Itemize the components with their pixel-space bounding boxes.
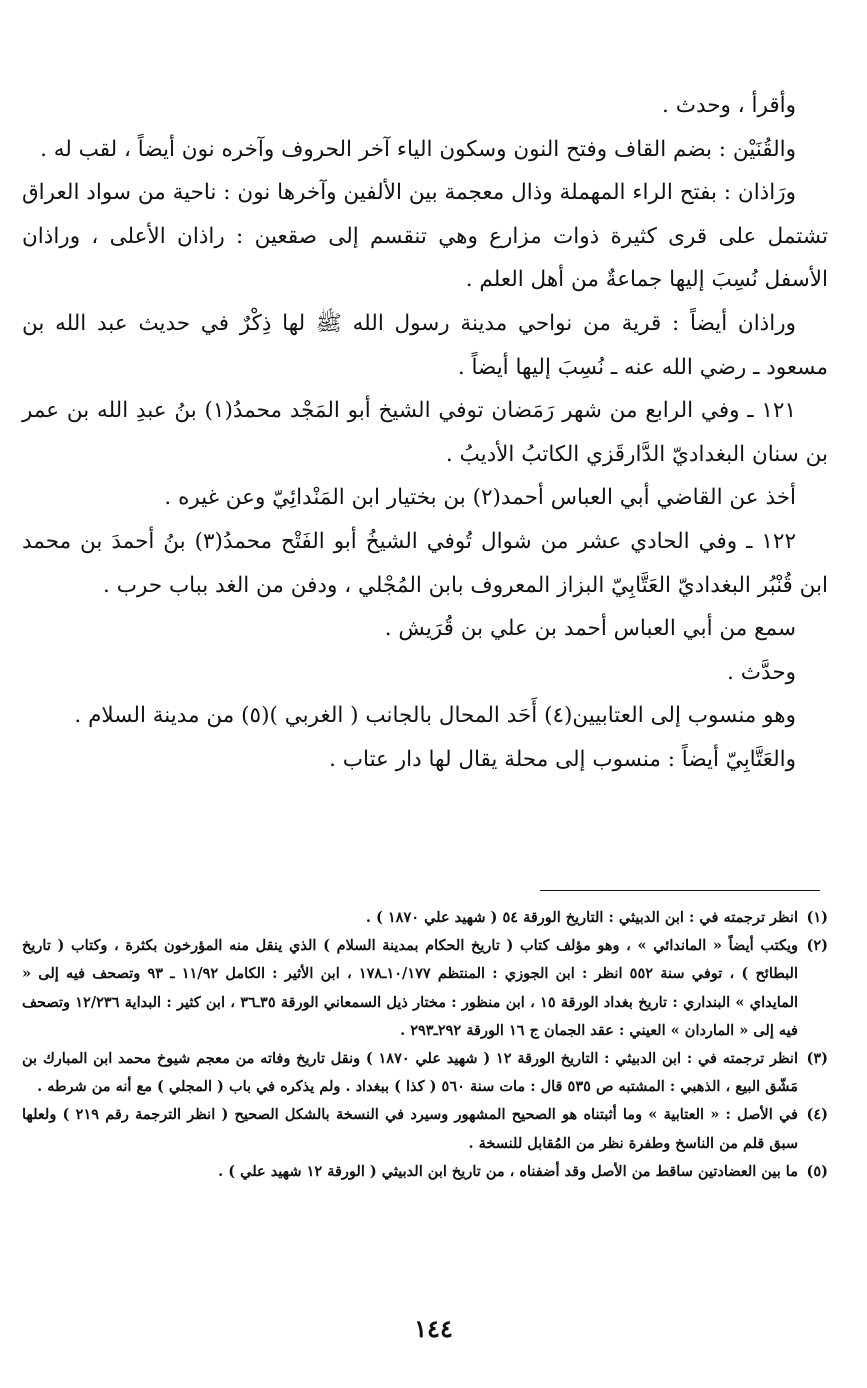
footnote-number: (١): [806, 909, 828, 926]
footnote: [22, 904, 828, 932]
footnote: [22, 1158, 828, 1186]
page-number: ١٤٤: [414, 1314, 453, 1343]
footnote-separator: [540, 890, 820, 891]
paragraph: ورَاذان : بفتح الراء المهملة وذال معجمة بين الألفين وآخرها نون : ناحية من سواد العراق تشتمل على قرى كثيرة ذوات مزارع وهي تنقسم إلى صقعين : راذان الأعلى ، وراذان الأسفل نُسِبَ إليها جماعةٌ من أهل العلم .: [22, 180, 828, 293]
paragraph: سمع من أبي العباس أحمد بن علي بن قُرَيش .: [384, 616, 796, 642]
paragraph: وراذان أيضاً : قرية من نواحي مدينة رسول الله ﷺ لها ذِكْرٌ في حديث عبد الله بن مسعود ـ رضي الله عنه ـ نُسِبَ إليها أيضاً .: [22, 310, 828, 380]
footnote-text: في الأصل : « العتابية » وما أثبتناه هو الصحيح المشهور وسيرد في النسخة بالشكل الصحيح ( انظر الترجمة رقم ٢١٩ ) ولعلها سبق قلم من الناسخ وطفرة نظر من المُقابل للنسخة .: [22, 1106, 798, 1152]
paragraph: والقُنَيْن : بضم القاف وفتح النون وسكون الياء آخر الحروف وآخره نون أيضاً ، لقب له .: [40, 136, 796, 162]
footnote-text: انظر ترجمته في : ابن الدبيثي : التاريخ الورقة ١٢ ( شهيد علي ١٨٧٠ ) ونقل تاريخ وفاته من معجم شيوخ محمد ابن المبارك بن مَشّق البيع ، الذهبي : المشتبه ص ٥٣٥ قال : مات سنة ٥٦٠ ( كذا ) ببغداد . ولم يذكره في باب ( المجلي ) مع أنه من شرطه .: [22, 1050, 798, 1096]
footnote-number: (٥): [806, 1162, 828, 1180]
paragraph: والعَتَّابِيّ أيضاً : منسوب إلى محلة يقال لها دار عتاب .: [329, 746, 796, 772]
paragraph: وأقرأ ، وحدث .: [662, 93, 796, 118]
footnote: [22, 932, 828, 1045]
footnote: [22, 1101, 828, 1157]
entry-paragraph: ١٢١ ـ وفي الرابع من شهر رَمَضان توفي الشيخ أبو المَجْد محمدُ(١) بنُ عبدِ الله بن عمر بن سنان البغداديّ الدَّارقَزي الكاتبُ الأديبُ .: [22, 398, 828, 467]
footnote-text: ما بين العضادتين ساقط من الأصل وقد أضفناه ، من تاريخ ابن الدبيثي ( الورقة ١٢ شهيد علي ) .: [218, 1162, 798, 1180]
paragraph: أخذ عن القاضي أبي العباس أحمد(٢) بن بختيار ابن المَنْدائِيّ وعن غيره .: [164, 485, 796, 511]
main-text: [22, 84, 828, 782]
entry-paragraph: ١٢٢ ـ وفي الحادي عشر من شوال تُوفي الشيخُ أبو الفَتْح محمدُ(٣) بنُ أحمدَ بن محمد ابن قُنْبُر البغداديّ العَتَّابِيّ البزاز المعروف بابن المُجْلي ، ودفن من الغد بباب حرب .: [22, 528, 828, 598]
footnote-number: (٣): [806, 1050, 828, 1068]
footnote-text: ويكتب أيضاً « الماندائي » ، وهو مؤلف كتاب ( تاريخ الحكام بمدينة السلام ) الذي ينقل منه المؤرخون بكثرة ، وكتاب ( تاريخ البطائح ) ، توفي سنة ٥٥٢ انظر : ابن الجوزي : المنتظم ١٠/١٧٧ـ١٧٨ ، ابن الأثير : الكامل ١١/٩٢ ـ ٩٣ وتصحف فيه إلى « المايداي » البنداري : تاريخ بغداد الورقة ١٥ ، ابن منظور : مختار ذيل السمعاني الورقة ٣٥ـ٣٦ ، ابن كثير : البداية ١٢/٢٣٦ وتصحف فيه إلى « الماردان » العيني : عقد الجمان ج ١٦ الورقة ٢٩٢ـ٢٩٣ .: [22, 937, 799, 1039]
footnote-number: (٢): [806, 937, 828, 955]
footnotes: [22, 904, 828, 1186]
footnote-text: انظر ترجمته في : ابن الدبيثي : التاريخ الورقة ٥٤ ( شهيد علي ١٨٧٠ ) .: [365, 909, 798, 926]
footnote: [22, 1045, 828, 1101]
footnote-number: (٤): [806, 1106, 828, 1124]
paragraph: وحدَّث .: [727, 659, 796, 685]
paragraph: وهو منسوب إلى العتابيين(٤) أَحَد المحال بالجانب ( الغربي )(٥) من مدينة السلام .: [74, 703, 796, 729]
